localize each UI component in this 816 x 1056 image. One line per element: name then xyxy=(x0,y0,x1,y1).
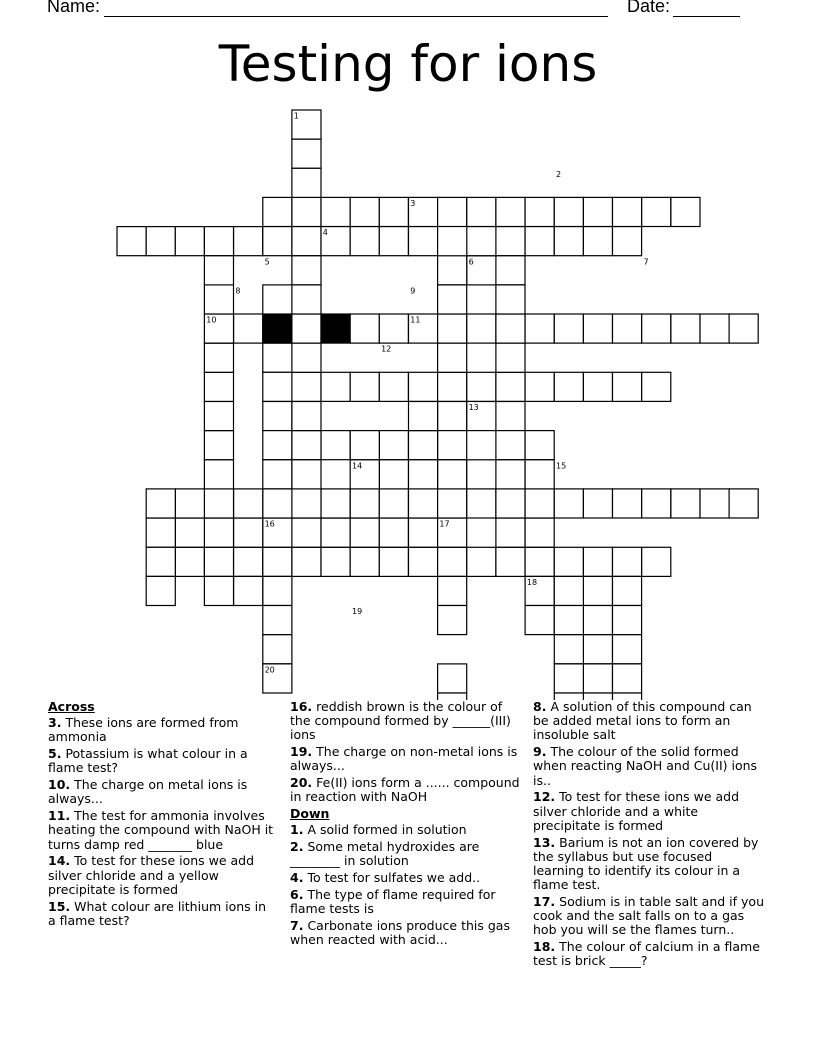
grid-cell[interactable] xyxy=(204,460,233,489)
grid-cell[interactable] xyxy=(642,547,671,576)
down-heading: Down xyxy=(290,806,330,822)
grid-cell[interactable] xyxy=(263,431,292,460)
grid-cell[interactable] xyxy=(583,197,612,226)
clue-down-17: 17. Sodium is in table salt and if you cook and the salt falls on to a gas hob you will se the flames turn.. xyxy=(533,894,764,938)
clue-across-15: 15. What colour are lithium ions in a flame test? xyxy=(48,898,267,928)
grid-cell[interactable] xyxy=(204,285,233,314)
grid-cell[interactable] xyxy=(554,314,583,343)
clue-number: 13 xyxy=(468,403,479,412)
grid-cell[interactable] xyxy=(496,256,525,285)
date-label: Date: xyxy=(627,0,671,16)
grid-cell[interactable] xyxy=(438,402,467,431)
grid-cell[interactable] xyxy=(234,489,263,518)
clue-across-3: 3. These ions are formed from ammonia xyxy=(48,715,239,745)
grid-cell[interactable] xyxy=(409,372,438,401)
grid-cell[interactable] xyxy=(146,489,175,518)
grid-cell[interactable] xyxy=(438,547,467,576)
clue-number: 4 xyxy=(322,228,328,238)
grid-cell[interactable] xyxy=(146,547,175,576)
clue-number: 18 xyxy=(526,577,538,587)
grid-cell[interactable] xyxy=(438,314,467,343)
grid-cell[interactable] xyxy=(642,314,671,343)
grid-cell[interactable] xyxy=(292,139,321,168)
grid-cell[interactable] xyxy=(204,431,233,460)
grid-cell[interactable] xyxy=(292,402,321,431)
grid-cell[interactable] xyxy=(496,402,525,431)
grid-cell[interactable] xyxy=(234,518,263,547)
grid-cell[interactable] xyxy=(204,402,233,431)
grid-cell[interactable] xyxy=(350,431,379,460)
grid-cell[interactable] xyxy=(175,547,204,576)
grid-cell[interactable] xyxy=(321,431,350,460)
grid-cell[interactable] xyxy=(438,489,467,518)
clue-across-16: 16. reddish brown is the colour of the compound formed by ______(III) ions xyxy=(290,699,511,743)
grid-cell[interactable] xyxy=(554,606,583,635)
clue-number: 19 xyxy=(352,607,363,616)
grid-cell[interactable] xyxy=(496,197,525,226)
clue-down-18: 18. The colour of calcium in a flame test is brick _____? xyxy=(533,939,760,969)
grid-cell[interactable] xyxy=(700,314,729,343)
grid-cell[interactable] xyxy=(292,518,321,547)
grid-cell[interactable] xyxy=(438,256,467,285)
grid-cell[interactable] xyxy=(496,285,525,314)
black-cell xyxy=(321,314,350,343)
grid-cell[interactable] xyxy=(409,431,438,460)
grid-cell[interactable] xyxy=(292,256,321,285)
grid-cell[interactable] xyxy=(583,227,612,256)
clue-number: 1 xyxy=(293,111,299,121)
grid-cell[interactable] xyxy=(292,489,321,518)
grid-cell[interactable] xyxy=(409,227,438,256)
grid-cell[interactable] xyxy=(204,547,233,576)
grid-cell[interactable] xyxy=(146,227,175,256)
grid-cell[interactable] xyxy=(204,227,233,256)
grid-cell[interactable] xyxy=(613,372,642,401)
clue-down-1: 1. A solid formed in solution xyxy=(290,822,467,838)
grid-cell[interactable] xyxy=(525,314,554,343)
grid-cell[interactable] xyxy=(583,635,612,664)
grid-cell[interactable] xyxy=(379,489,408,518)
grid-cell[interactable] xyxy=(467,460,496,489)
grid-cell[interactable] xyxy=(525,489,554,518)
clues-column-2 xyxy=(290,700,520,950)
clue-number: 15 xyxy=(556,461,567,471)
grid-cell[interactable] xyxy=(496,489,525,518)
grid-cell[interactable] xyxy=(554,576,583,605)
grid-cell[interactable] xyxy=(467,372,496,401)
grid-cell[interactable] xyxy=(350,518,379,547)
grid-cell[interactable] xyxy=(438,197,467,226)
grid-cell[interactable] xyxy=(350,372,379,401)
grid-cell[interactable] xyxy=(292,460,321,489)
clue-number: 12 xyxy=(381,344,392,354)
clue-number: 3 xyxy=(410,198,416,208)
grid-cell[interactable] xyxy=(729,489,758,518)
grid-cell[interactable] xyxy=(671,314,700,343)
grid-cell[interactable] xyxy=(583,314,612,343)
page-title: Testing for ions xyxy=(218,35,598,93)
black-cell xyxy=(263,314,292,343)
grid-cell[interactable] xyxy=(613,227,642,256)
grid-cell[interactable] xyxy=(263,460,292,489)
grid-cell[interactable] xyxy=(554,197,583,226)
clue-number: 10 xyxy=(206,315,217,325)
clue-number: 16 xyxy=(264,519,275,529)
clue-down-4: 4. To test for sulfates we add.. xyxy=(290,870,481,886)
grid-cell[interactable] xyxy=(263,285,292,314)
grid-cell[interactable] xyxy=(350,314,379,343)
grid-cell[interactable] xyxy=(554,489,583,518)
grid-cell[interactable] xyxy=(379,227,408,256)
clue-down-7: 7. Carbonate ions produce this gas when reacted with acid... xyxy=(290,918,510,948)
grid-cell[interactable] xyxy=(613,576,642,605)
clue-number: 8 xyxy=(235,286,241,296)
grid-cell[interactable] xyxy=(263,343,292,372)
clue-down-8: 8. A solution of this compound can be added metal ions to form an insoluble salt xyxy=(533,699,752,743)
grid-cell[interactable] xyxy=(438,431,467,460)
grid-cell[interactable] xyxy=(350,489,379,518)
clue-across-10: 10. The charge on metal ions is always... xyxy=(48,777,248,807)
grid-cell[interactable] xyxy=(613,606,642,635)
clues-column-3 xyxy=(533,700,766,971)
grid-cell[interactable] xyxy=(496,343,525,372)
grid-cell[interactable] xyxy=(379,197,408,226)
grid-cell[interactable] xyxy=(117,227,146,256)
grid-cell[interactable] xyxy=(292,227,321,256)
grid-cell[interactable] xyxy=(525,227,554,256)
grid-cell[interactable] xyxy=(234,576,263,605)
grid-cell[interactable] xyxy=(583,576,612,605)
grid-cell[interactable] xyxy=(292,285,321,314)
grid-cell[interactable] xyxy=(292,372,321,401)
grid-cell[interactable] xyxy=(204,489,233,518)
grid-cell[interactable] xyxy=(234,314,263,343)
clue-down-6: 6. The type of flame required for flame tests is xyxy=(290,887,496,917)
grid-cell[interactable] xyxy=(263,372,292,401)
grid-cell[interactable] xyxy=(292,314,321,343)
grid-cell[interactable] xyxy=(292,197,321,226)
clue-number: 14 xyxy=(352,461,363,471)
grid-cell[interactable] xyxy=(525,197,554,226)
grid-cell[interactable] xyxy=(496,518,525,547)
clue-number: 2 xyxy=(556,169,562,179)
grid-cell[interactable] xyxy=(204,518,233,547)
grid-cell[interactable] xyxy=(613,489,642,518)
header xyxy=(0,0,816,22)
grid-cell[interactable] xyxy=(525,431,554,460)
grid-cell[interactable] xyxy=(409,489,438,518)
grid-cell[interactable] xyxy=(350,547,379,576)
grid-cell[interactable] xyxy=(321,372,350,401)
grid-cell[interactable] xyxy=(379,431,408,460)
grid-cell[interactable] xyxy=(467,227,496,256)
grid-cell[interactable] xyxy=(554,664,583,693)
grid-cell[interactable] xyxy=(379,372,408,401)
grid-cell[interactable] xyxy=(554,227,583,256)
name-label: Name: xyxy=(47,0,101,16)
clue-number: 9 xyxy=(410,286,416,296)
grid-cell[interactable] xyxy=(321,547,350,576)
grid-cell[interactable] xyxy=(409,518,438,547)
grid-cell[interactable] xyxy=(350,197,379,226)
grid-cell[interactable] xyxy=(496,372,525,401)
grid-cell[interactable] xyxy=(525,606,554,635)
clue-across-5: 5. Potassium is what colour in a flame test? xyxy=(48,746,248,776)
grid-cell[interactable] xyxy=(379,547,408,576)
grid-cell[interactable] xyxy=(263,489,292,518)
grid-cell[interactable] xyxy=(467,547,496,576)
grid-cell[interactable] xyxy=(292,168,321,197)
grid-cell[interactable] xyxy=(467,314,496,343)
grid-cell[interactable] xyxy=(350,227,379,256)
grid-cell[interactable] xyxy=(729,314,758,343)
grid-cell[interactable] xyxy=(263,576,292,605)
grid-cell[interactable] xyxy=(496,547,525,576)
grid-cell[interactable] xyxy=(379,460,408,489)
grid-cell[interactable] xyxy=(409,460,438,489)
grid-cell[interactable] xyxy=(642,197,671,226)
grid-cell[interactable] xyxy=(175,227,204,256)
grid-cell[interactable] xyxy=(409,402,438,431)
clue-down-2: 2. Some metal hydroxides are ________ in solution xyxy=(290,839,480,869)
grid-cell[interactable] xyxy=(438,343,467,372)
clues-column-1 xyxy=(48,700,276,931)
grid-cell[interactable] xyxy=(642,372,671,401)
grid-cell[interactable] xyxy=(438,606,467,635)
grid-cell[interactable] xyxy=(525,372,554,401)
grid-cell[interactable] xyxy=(175,489,204,518)
grid-cell[interactable] xyxy=(438,460,467,489)
clue-number: 7 xyxy=(643,257,649,267)
clue-across-14: 14. To test for these ions we add silver chloride and a yellow precipitate is formed xyxy=(48,853,255,897)
grid-cell[interactable] xyxy=(379,518,408,547)
clue-number: 11 xyxy=(410,315,421,325)
grid-cell[interactable] xyxy=(438,285,467,314)
grid-cell[interactable] xyxy=(700,489,729,518)
grid-cell[interactable] xyxy=(146,518,175,547)
grid-cell[interactable] xyxy=(409,547,438,576)
grid-cell[interactable] xyxy=(292,547,321,576)
grid-cell[interactable] xyxy=(321,518,350,547)
grid-cell[interactable] xyxy=(583,606,612,635)
grid-cell[interactable] xyxy=(204,343,233,372)
grid-cell[interactable] xyxy=(583,489,612,518)
grid-cell[interactable] xyxy=(613,635,642,664)
grid-cell[interactable] xyxy=(146,576,175,605)
grid-cell[interactable] xyxy=(671,489,700,518)
grid-cell[interactable] xyxy=(613,197,642,226)
name-field[interactable] xyxy=(104,16,608,17)
grid-cell[interactable] xyxy=(554,635,583,664)
grid-cell[interactable] xyxy=(263,635,292,664)
clue-across-19: 19. The charge on non-metal ions is always... xyxy=(290,744,518,774)
grid-cell[interactable] xyxy=(263,547,292,576)
grid-cell[interactable] xyxy=(525,460,554,489)
grid-cell[interactable] xyxy=(496,431,525,460)
grid-cell[interactable] xyxy=(263,227,292,256)
clue-number: 17 xyxy=(439,519,450,529)
grid-cell[interactable] xyxy=(438,372,467,401)
grid-cell[interactable] xyxy=(263,197,292,226)
grid-cell[interactable] xyxy=(263,402,292,431)
grid-cell[interactable] xyxy=(525,547,554,576)
grid-cell[interactable] xyxy=(467,489,496,518)
grid-cell[interactable] xyxy=(671,197,700,226)
clue-down-9: 9. The colour of the solid formed when reacting NaOH and Cu(II) ions is.. xyxy=(533,744,758,788)
grid-cell[interactable] xyxy=(204,256,233,285)
grid-cell[interactable] xyxy=(613,547,642,576)
clue-down-12: 12. To test for these ions we add silver chloride and a white precipitate is formed xyxy=(533,789,740,833)
grid-cell[interactable] xyxy=(204,576,233,605)
clue-number: 20 xyxy=(264,665,275,675)
grid-cell[interactable] xyxy=(438,664,467,693)
grid-cell[interactable] xyxy=(467,197,496,226)
grid-cell[interactable] xyxy=(496,227,525,256)
across-heading: Across xyxy=(48,699,95,714)
grid-cell[interactable] xyxy=(292,343,321,372)
grid-cell[interactable] xyxy=(292,431,321,460)
grid-cell[interactable] xyxy=(175,518,204,547)
clue-down-13: 13. Barium is not an ion covered by the syllabus but use focused learning to identify its colour in a flame test. xyxy=(533,834,759,893)
grid-cell[interactable] xyxy=(438,576,467,605)
grid-cell[interactable] xyxy=(204,372,233,401)
grid-cell[interactable] xyxy=(234,227,263,256)
grid-cell[interactable] xyxy=(496,314,525,343)
clue-across-11: 11. The test for ammonia involves heating the compound with NaOH it turns damp red _______ blue xyxy=(48,808,274,852)
grid-cell[interactable] xyxy=(496,460,525,489)
grid-cell[interactable] xyxy=(583,664,612,693)
grid-cell[interactable] xyxy=(379,314,408,343)
grid-cell[interactable] xyxy=(234,547,263,576)
grid-cell[interactable] xyxy=(554,547,583,576)
clue-across-20: 20. Fe(II) ions form a ...... compound in reaction with NaOH xyxy=(290,775,520,805)
grid-cell[interactable] xyxy=(263,606,292,635)
grid-cell[interactable] xyxy=(613,314,642,343)
grid-cell[interactable] xyxy=(583,372,612,401)
clue-number: 5 xyxy=(264,257,270,267)
date-field[interactable] xyxy=(673,16,740,17)
grid-cell[interactable] xyxy=(642,489,671,518)
grid-cell[interactable] xyxy=(321,197,350,226)
grid-cell[interactable] xyxy=(321,489,350,518)
grid-cell[interactable] xyxy=(613,664,642,693)
grid-cell[interactable] xyxy=(554,372,583,401)
grid-cell[interactable] xyxy=(525,518,554,547)
clue-number: 6 xyxy=(468,257,474,267)
grid-cell[interactable] xyxy=(583,547,612,576)
